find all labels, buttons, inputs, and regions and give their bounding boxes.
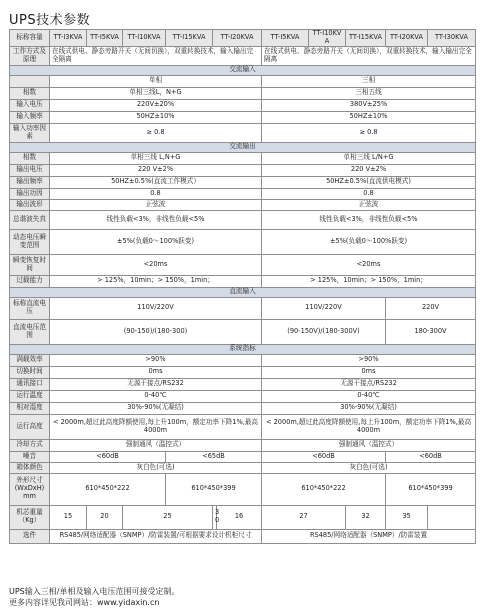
row-label: 输出波形 xyxy=(10,199,50,210)
spec-value-cell: 380V±25% xyxy=(262,99,476,111)
spec-value-cell: 正弦波 xyxy=(262,199,476,210)
row-label: 标称容量 xyxy=(10,30,50,47)
spec-value-cell: >90% xyxy=(50,354,262,366)
spec-value-cell: 220 V±2% xyxy=(50,164,262,176)
section-row-output xyxy=(10,142,476,152)
spec-row-temp xyxy=(10,390,476,402)
spec-row-dc_range xyxy=(10,319,476,344)
spec-value-cell: 35 xyxy=(386,505,428,529)
footer-website: 更多内容详见我司网站：www.yidaxin.cn xyxy=(9,598,160,607)
spec-value-cell: 220 V±2% xyxy=(262,164,476,176)
spec-value-cell: < 2000m,超过此高度降额使用,每上升100m，额定功率下降1%,最高4000m xyxy=(50,414,262,439)
model-name-cell: TT-I3KVA xyxy=(50,30,87,47)
spec-value-cell: 三相 xyxy=(262,75,476,87)
spec-value-cell: 30%-90%(无凝结) xyxy=(50,402,262,414)
row-label: 机芯重量（Kg） xyxy=(10,505,50,529)
section-heading: 系统指标 xyxy=(10,344,476,354)
row-label: 瞬变恢复时间 xyxy=(10,254,50,275)
spec-value-cell: <20ms xyxy=(50,254,262,275)
spec-value-cell: 610*450*399 xyxy=(386,473,476,505)
spec-row-recovery xyxy=(10,254,476,275)
section-heading: 直流输入 xyxy=(10,287,476,297)
page-title: UPS技术参数 xyxy=(9,13,91,28)
spec-value-cell: 0.8 xyxy=(262,188,476,199)
spec-row-out_phase xyxy=(10,152,476,164)
model-name-cell: TT-I30KVA xyxy=(428,30,476,47)
model-name-cell: TT-I10KVA xyxy=(309,30,346,47)
row-label: 外形尺寸(WxDxH) mm xyxy=(10,473,50,505)
row-label xyxy=(10,75,50,87)
spec-value-cell: 正弦波 xyxy=(50,199,262,210)
model-name-cell: TT-I15KVA xyxy=(166,30,213,47)
row-label: 输入电压 xyxy=(10,99,50,111)
row-label: 动态电压瞬变范围 xyxy=(10,229,50,254)
row-label: 运行温度 xyxy=(10,390,50,402)
spec-value-cell: > 125%，10min；> 150%，1min； xyxy=(262,275,476,287)
model-name-cell: TT-I20KVA xyxy=(386,30,428,47)
row-label: 直流电压范围 xyxy=(10,319,50,344)
spec-value-cell: 无源干接点/RS232 xyxy=(50,378,262,390)
row-label: 相数 xyxy=(10,87,50,99)
spec-value-cell: <20ms xyxy=(262,254,476,275)
spec-value-cell: 610*450*222 xyxy=(50,473,166,505)
row-label: 运行高度 xyxy=(10,414,50,439)
spec-value-cell: 强制通风（温控式） xyxy=(262,439,476,451)
spec-row-humidity xyxy=(10,402,476,414)
spec-value-cell: <60dB xyxy=(386,451,476,462)
row-label: 满载效率 xyxy=(10,354,50,366)
row-label: 标称直流电压 xyxy=(10,297,50,319)
spec-row-in_voltage xyxy=(10,99,476,111)
spec-row-comm xyxy=(10,378,476,390)
footer-note: UPS输入三相/单相及输入电压范围可接受定制。 xyxy=(9,587,180,596)
spec-value-cell: 32 xyxy=(346,505,386,529)
spec-value-cell: <65dB xyxy=(166,451,262,462)
spec-value-cell: ±5%(负载0～100%跃变) xyxy=(50,229,262,254)
row-label: 箱体颜色 xyxy=(10,462,50,473)
spec-row-dyn_range xyxy=(10,229,476,254)
spec-value-cell: 三相五线 xyxy=(262,87,476,99)
spec-value-cell: ≥ 0.8 xyxy=(262,123,476,142)
spec-row-in_pf xyxy=(10,123,476,142)
spec-value-cell: ≥ 0.8 xyxy=(50,123,262,142)
spec-value-cell: 220V±20% xyxy=(50,99,262,111)
spec-row-noise xyxy=(10,451,476,462)
row-label: 通讯接口 xyxy=(10,378,50,390)
spec-value-cell: 单相三线L，N+G xyxy=(50,87,262,99)
row-label: 输出功因 xyxy=(10,188,50,199)
spec-value-cell: ±5%(负载0～100%跃变) xyxy=(262,229,476,254)
spec-value-cell: 线性负载<3%，非线性负载<5% xyxy=(50,210,262,229)
spec-value-cell: 单相三线 L/N+G xyxy=(262,152,476,164)
spec-value-cell: 20 xyxy=(87,505,123,529)
spec-value-cell: 50HZ±10% xyxy=(50,111,262,123)
spec-value-cell: (90-150V)/(180-300V) xyxy=(262,319,386,344)
spec-value-cell: RS485/网络适配器（SNMP）/防雷装置 xyxy=(262,529,476,543)
spec-row-cooling xyxy=(10,439,476,451)
model-name-cell: TT-I15KVA xyxy=(346,30,386,47)
spec-value-cell: 无源干接点/RS232 xyxy=(262,378,476,390)
spec-value-cell: 灰白色(可选) xyxy=(50,462,262,473)
row-label: 过载能力 xyxy=(10,275,50,287)
spec-row-switch_time xyxy=(10,366,476,378)
spec-row-options xyxy=(10,529,476,543)
section-row-system xyxy=(10,344,476,354)
row-label: 相数 xyxy=(10,152,50,164)
spec-row-altitude xyxy=(10,414,476,439)
section-row-dc xyxy=(10,287,476,297)
spec-value-cell: 16 xyxy=(217,505,262,529)
section-heading: 交流输入 xyxy=(10,65,476,75)
row-label: 总谐波失真 xyxy=(10,210,50,229)
spec-value-cell: 27 xyxy=(262,505,346,529)
spec-value-cell: 单相三线 L,N+G xyxy=(50,152,262,164)
row-label: 切换时间 xyxy=(10,366,50,378)
spec-row-efficiency xyxy=(10,354,476,366)
spec-value-cell: 15 xyxy=(50,505,87,529)
model-name-cell: TT-I10KVA xyxy=(123,30,166,47)
spec-row-dc_voltage xyxy=(10,297,476,319)
spec-value-cell: 0-40℃ xyxy=(262,390,476,402)
spec-value-cell: 50HZ±10% xyxy=(262,111,476,123)
spec-value-cell: 610*450*399 xyxy=(166,473,262,505)
spec-row-out_freq xyxy=(10,176,476,188)
spec-value-cell: 30%-90%(无凝结) xyxy=(262,402,476,414)
spec-value-cell: >90% xyxy=(262,354,476,366)
spec-row-overload xyxy=(10,275,476,287)
spec-value-cell: 30 xyxy=(213,505,217,529)
spec-value-cell: 0ms xyxy=(262,366,476,378)
spec-row-weight xyxy=(10,505,476,529)
row-label: 噪音 xyxy=(10,451,50,462)
spec-row-in_freq xyxy=(10,111,476,123)
spec-value-cell: 单相 xyxy=(50,75,262,87)
spec-value-cell: 50HZ±0.5%(直流供电模式) xyxy=(262,176,476,188)
spec-value-cell: > 125%，10min；> 150%，1min； xyxy=(50,275,262,287)
spec-row-out_wave xyxy=(10,199,476,210)
spec-value-cell xyxy=(428,505,476,529)
row-label: 输出频率 xyxy=(10,176,50,188)
spec-value-cell: 50HZ±0.5%(直流工作模式） xyxy=(50,176,262,188)
spec-value-cell: 强制通风（温控式） xyxy=(50,439,262,451)
spec-row-out_voltage xyxy=(10,164,476,176)
spec-row-in_phase xyxy=(10,87,476,99)
spec-row-mode xyxy=(10,46,476,65)
spec-row-phase_group xyxy=(10,75,476,87)
spec-row-models xyxy=(10,30,476,47)
section-row-input xyxy=(10,65,476,75)
spec-value-cell: 在线式供电、静态旁路开关（无间切换），双重转换技术，输入输出完全隔离 xyxy=(262,46,476,65)
row-label: 选件 xyxy=(10,529,50,543)
spec-value-cell: 220V xyxy=(386,297,476,319)
section-heading: 交流输出 xyxy=(10,142,476,152)
spec-row-color xyxy=(10,462,476,473)
spec-value-cell: 110V/220V xyxy=(50,297,262,319)
spec-value-cell: < 2000m,超过此高度降额使用,每上升100m，额定功率下降1%,最高4000m xyxy=(262,414,476,439)
spec-value-cell: 0-40℃ xyxy=(50,390,262,402)
spec-value-cell: (90-150)/(180-300) xyxy=(50,319,262,344)
row-label: 输入频率 xyxy=(10,111,50,123)
spec-value-cell: 610*450*222 xyxy=(262,473,386,505)
spec-row-out_pf xyxy=(10,188,476,199)
spec-value-cell: 0.8 xyxy=(50,188,262,199)
spec-value-cell: 110V/220V xyxy=(262,297,386,319)
spec-value-cell: 0ms xyxy=(50,366,262,378)
row-label: 工作方式及原理 xyxy=(10,46,50,65)
spec-row-size xyxy=(10,473,476,505)
spec-value-cell: 在线式供电、静态旁路开关（无间切换），双重转换技术，输入输出完全隔离 xyxy=(50,46,262,65)
spec-value-cell: <60dB xyxy=(50,451,166,462)
spec-value-cell: 灰白色(可选) xyxy=(262,462,476,473)
model-name-cell: TT-I20KVA xyxy=(213,30,262,47)
spec-value-cell: 180-300V xyxy=(386,319,476,344)
spec-value-cell: 25 xyxy=(123,505,213,529)
spec-value-cell: RS485/网络适配器（SNMP）/防雷装置/可根据要求设计机柜尺寸 xyxy=(50,529,262,543)
spec-value-cell: <60dB xyxy=(262,451,386,462)
spec-row-thd xyxy=(10,210,476,229)
model-name-cell: TT-I5KVA xyxy=(87,30,123,47)
row-label: 冷却方式 xyxy=(10,439,50,451)
model-name-cell: TT-I5KVA xyxy=(262,30,309,47)
row-label: 相对湿度 xyxy=(10,402,50,414)
spec-table xyxy=(9,29,476,544)
row-label: 输出电压 xyxy=(10,164,50,176)
row-label: 输入功率因素 xyxy=(10,123,50,142)
spec-value-cell: 线性负载<3%，非线性负载<5% xyxy=(262,210,476,229)
